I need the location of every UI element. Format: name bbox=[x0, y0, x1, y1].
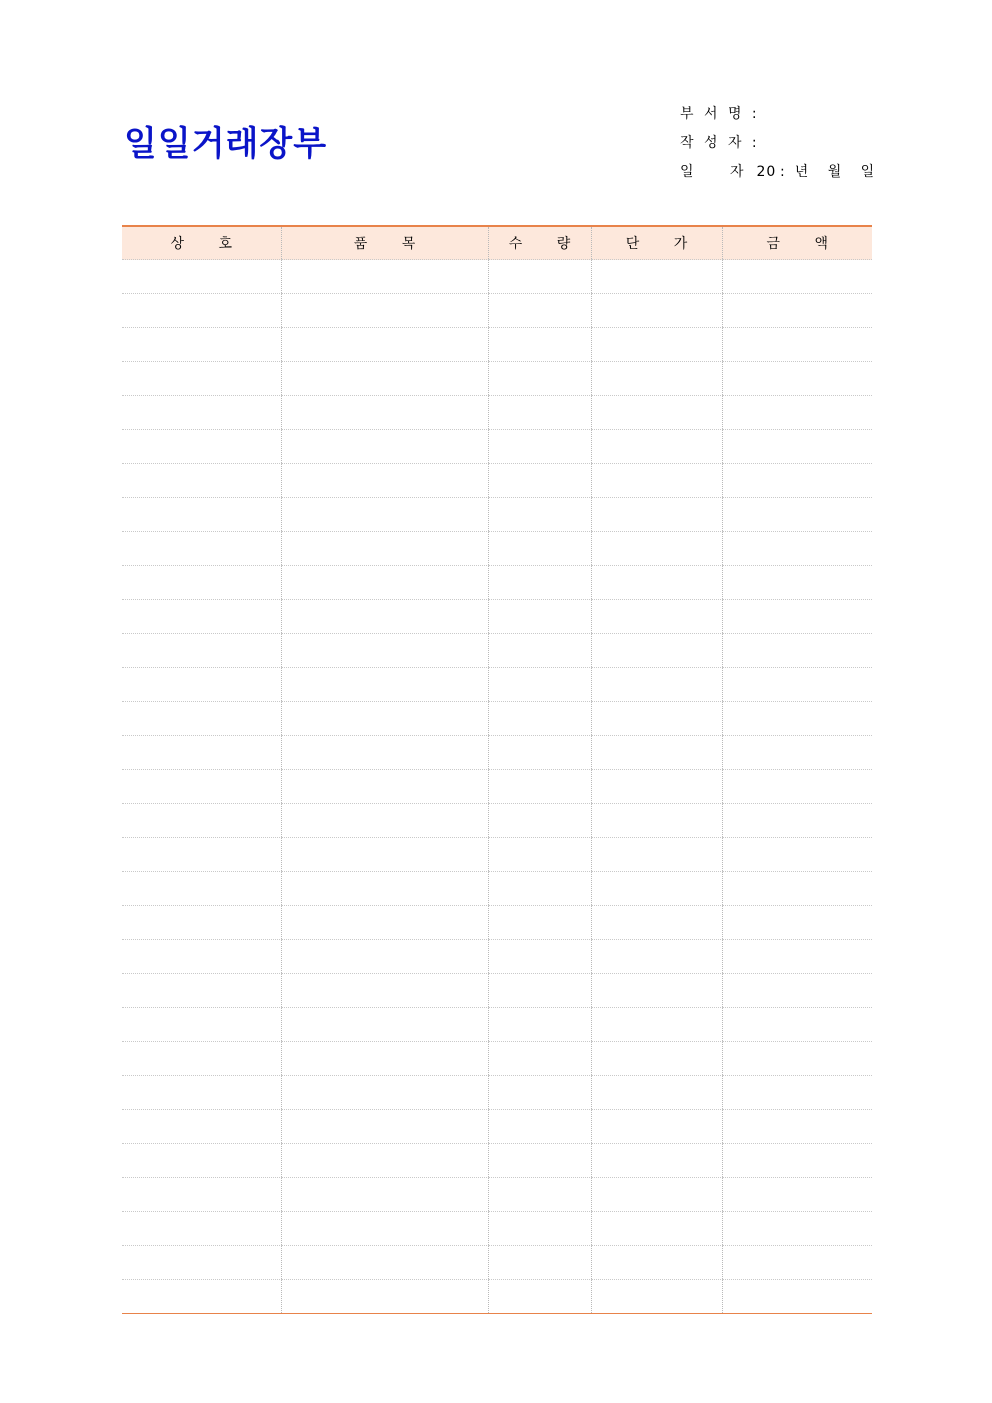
item-cell[interactable] bbox=[281, 668, 488, 702]
quantity-cell[interactable] bbox=[488, 362, 591, 396]
unit-price-cell[interactable] bbox=[591, 770, 722, 804]
item-cell[interactable] bbox=[281, 974, 488, 1008]
amount-cell[interactable] bbox=[722, 1246, 872, 1280]
table-header-row bbox=[122, 226, 872, 260]
unit-price-cell[interactable] bbox=[591, 804, 722, 838]
quantity-cell[interactable] bbox=[488, 464, 591, 498]
amount-cell[interactable] bbox=[722, 464, 872, 498]
table-row bbox=[122, 1110, 872, 1144]
ledger-table bbox=[122, 225, 872, 1314]
quantity-cell[interactable] bbox=[488, 940, 591, 974]
quantity-cell[interactable] bbox=[488, 600, 591, 634]
quantity-cell[interactable] bbox=[488, 1042, 591, 1076]
item-cell[interactable] bbox=[281, 770, 488, 804]
quantity-cell[interactable] bbox=[488, 1212, 591, 1246]
unit-price-cell[interactable] bbox=[591, 1212, 722, 1246]
company-cell[interactable] bbox=[122, 600, 281, 634]
company-cell[interactable] bbox=[122, 328, 281, 362]
company-cell[interactable] bbox=[122, 1076, 281, 1110]
item-cell[interactable] bbox=[281, 702, 488, 736]
unit-price-cell[interactable] bbox=[591, 328, 722, 362]
company-cell[interactable] bbox=[122, 1178, 281, 1212]
table-row bbox=[122, 804, 872, 838]
unit-price-cell[interactable] bbox=[591, 906, 722, 940]
unit-price-cell[interactable] bbox=[591, 430, 722, 464]
company-cell[interactable] bbox=[122, 770, 281, 804]
unit-price-cell[interactable] bbox=[591, 1110, 722, 1144]
quantity-cell[interactable] bbox=[488, 1110, 591, 1144]
amount-cell[interactable] bbox=[722, 702, 872, 736]
table-row bbox=[122, 430, 872, 464]
unit-price-cell[interactable] bbox=[591, 634, 722, 668]
company-cell[interactable] bbox=[122, 566, 281, 600]
amount-cell[interactable] bbox=[722, 294, 872, 328]
amount-cell[interactable] bbox=[722, 872, 872, 906]
quantity-cell[interactable] bbox=[488, 260, 591, 294]
author-label: 작 성 자 : bbox=[680, 135, 760, 151]
company-cell[interactable] bbox=[122, 634, 281, 668]
item-cell[interactable] bbox=[281, 1178, 488, 1212]
item-cell[interactable] bbox=[281, 634, 488, 668]
amount-cell[interactable] bbox=[722, 804, 872, 838]
quantity-cell[interactable] bbox=[488, 974, 591, 1008]
company-cell[interactable] bbox=[122, 736, 281, 770]
unit-price-cell[interactable] bbox=[591, 566, 722, 600]
author-row bbox=[680, 129, 880, 158]
unit-price-cell[interactable] bbox=[591, 1008, 722, 1042]
unit-price-cell[interactable] bbox=[591, 294, 722, 328]
table-row bbox=[122, 906, 872, 940]
company-cell[interactable] bbox=[122, 804, 281, 838]
amount-cell[interactable] bbox=[722, 328, 872, 362]
unit-price-cell[interactable] bbox=[591, 974, 722, 1008]
table-row bbox=[122, 736, 872, 770]
amount-cell[interactable] bbox=[722, 430, 872, 464]
company-cell[interactable] bbox=[122, 872, 281, 906]
company-cell[interactable] bbox=[122, 532, 281, 566]
amount-cell[interactable] bbox=[722, 362, 872, 396]
quantity-cell[interactable] bbox=[488, 702, 591, 736]
amount-cell[interactable] bbox=[722, 668, 872, 702]
date-field[interactable]: 20 년 월 일 bbox=[756, 164, 876, 180]
item-cell[interactable] bbox=[281, 940, 488, 974]
column-header-amount: 금 액 bbox=[722, 226, 872, 260]
quantity-cell[interactable] bbox=[488, 1246, 591, 1280]
quantity-cell[interactable] bbox=[488, 634, 591, 668]
table-row bbox=[122, 498, 872, 532]
amount-cell[interactable] bbox=[722, 1178, 872, 1212]
table-row bbox=[122, 1042, 872, 1076]
quantity-cell[interactable] bbox=[488, 668, 591, 702]
amount-cell[interactable] bbox=[722, 396, 872, 430]
item-cell[interactable] bbox=[281, 1042, 488, 1076]
item-cell[interactable] bbox=[281, 1144, 488, 1178]
table-row bbox=[122, 940, 872, 974]
unit-price-cell[interactable] bbox=[591, 1280, 722, 1314]
amount-cell[interactable] bbox=[722, 1212, 872, 1246]
table-row bbox=[122, 1246, 872, 1280]
company-cell[interactable] bbox=[122, 974, 281, 1008]
item-cell[interactable] bbox=[281, 736, 488, 770]
amount-cell[interactable] bbox=[722, 940, 872, 974]
date-row bbox=[680, 158, 880, 187]
table-row bbox=[122, 294, 872, 328]
unit-price-cell[interactable] bbox=[591, 396, 722, 430]
quantity-cell[interactable] bbox=[488, 566, 591, 600]
company-cell[interactable] bbox=[122, 464, 281, 498]
quantity-cell[interactable] bbox=[488, 1144, 591, 1178]
amount-cell[interactable] bbox=[722, 532, 872, 566]
item-cell[interactable] bbox=[281, 804, 488, 838]
item-cell[interactable] bbox=[281, 1246, 488, 1280]
quantity-cell[interactable] bbox=[488, 1008, 591, 1042]
company-cell[interactable] bbox=[122, 260, 281, 294]
table-row bbox=[122, 1178, 872, 1212]
item-cell[interactable] bbox=[281, 430, 488, 464]
company-cell[interactable] bbox=[122, 702, 281, 736]
unit-price-cell[interactable] bbox=[591, 260, 722, 294]
company-cell[interactable] bbox=[122, 838, 281, 872]
quantity-cell[interactable] bbox=[488, 906, 591, 940]
quantity-cell[interactable] bbox=[488, 396, 591, 430]
company-cell[interactable] bbox=[122, 362, 281, 396]
item-cell[interactable] bbox=[281, 838, 488, 872]
item-cell[interactable] bbox=[281, 1212, 488, 1246]
item-cell[interactable] bbox=[281, 294, 488, 328]
quantity-cell[interactable] bbox=[488, 532, 591, 566]
table-row bbox=[122, 464, 872, 498]
unit-price-cell[interactable] bbox=[591, 702, 722, 736]
amount-cell[interactable] bbox=[722, 1076, 872, 1110]
item-cell[interactable] bbox=[281, 1076, 488, 1110]
unit-price-cell[interactable] bbox=[591, 1178, 722, 1212]
amount-cell[interactable] bbox=[722, 770, 872, 804]
table-row bbox=[122, 1144, 872, 1178]
quantity-cell[interactable] bbox=[488, 498, 591, 532]
unit-price-cell[interactable] bbox=[591, 362, 722, 396]
item-cell[interactable] bbox=[281, 498, 488, 532]
quantity-cell[interactable] bbox=[488, 1280, 591, 1314]
unit-price-cell[interactable] bbox=[591, 1076, 722, 1110]
quantity-cell[interactable] bbox=[488, 1076, 591, 1110]
column-header-item: 품 목 bbox=[281, 226, 488, 260]
company-cell[interactable] bbox=[122, 1110, 281, 1144]
document-info bbox=[680, 100, 880, 187]
amount-cell[interactable] bbox=[722, 1110, 872, 1144]
column-header-company: 상 호 bbox=[122, 226, 281, 260]
amount-cell[interactable] bbox=[722, 566, 872, 600]
item-cell[interactable] bbox=[281, 464, 488, 498]
amount-cell[interactable] bbox=[722, 1144, 872, 1178]
amount-cell[interactable] bbox=[722, 736, 872, 770]
company-cell[interactable] bbox=[122, 1008, 281, 1042]
page-title: 일일거래장부 bbox=[124, 124, 328, 164]
amount-cell[interactable] bbox=[722, 260, 872, 294]
table-row bbox=[122, 1076, 872, 1110]
unit-price-cell[interactable] bbox=[591, 940, 722, 974]
company-cell[interactable] bbox=[122, 1280, 281, 1314]
unit-price-cell[interactable] bbox=[591, 838, 722, 872]
company-cell[interactable] bbox=[122, 940, 281, 974]
unit-price-cell[interactable] bbox=[591, 498, 722, 532]
item-cell[interactable] bbox=[281, 566, 488, 600]
amount-cell[interactable] bbox=[722, 838, 872, 872]
item-cell[interactable] bbox=[281, 600, 488, 634]
item-cell[interactable] bbox=[281, 872, 488, 906]
unit-price-cell[interactable] bbox=[591, 1246, 722, 1280]
table-row bbox=[122, 872, 872, 906]
item-cell[interactable] bbox=[281, 328, 488, 362]
company-cell[interactable] bbox=[122, 668, 281, 702]
company-cell[interactable] bbox=[122, 498, 281, 532]
company-cell[interactable] bbox=[122, 906, 281, 940]
amount-cell[interactable] bbox=[722, 906, 872, 940]
quantity-cell[interactable] bbox=[488, 328, 591, 362]
amount-cell[interactable] bbox=[722, 600, 872, 634]
table-row bbox=[122, 974, 872, 1008]
column-header-unit-price: 단 가 bbox=[591, 226, 722, 260]
item-cell[interactable] bbox=[281, 260, 488, 294]
item-cell[interactable] bbox=[281, 362, 488, 396]
date-label: 일 자 : bbox=[680, 164, 788, 180]
table-row bbox=[122, 260, 872, 294]
table-row bbox=[122, 328, 872, 362]
amount-cell[interactable] bbox=[722, 634, 872, 668]
quantity-cell[interactable] bbox=[488, 1178, 591, 1212]
amount-cell[interactable] bbox=[722, 974, 872, 1008]
table-row bbox=[122, 396, 872, 430]
unit-price-cell[interactable] bbox=[591, 736, 722, 770]
item-cell[interactable] bbox=[281, 1110, 488, 1144]
item-cell[interactable] bbox=[281, 906, 488, 940]
quantity-cell[interactable] bbox=[488, 770, 591, 804]
item-cell[interactable] bbox=[281, 1008, 488, 1042]
table-row bbox=[122, 668, 872, 702]
company-cell[interactable] bbox=[122, 1042, 281, 1076]
company-cell[interactable] bbox=[122, 430, 281, 464]
table-row bbox=[122, 838, 872, 872]
amount-cell[interactable] bbox=[722, 1008, 872, 1042]
unit-price-cell[interactable] bbox=[591, 872, 722, 906]
item-cell[interactable] bbox=[281, 532, 488, 566]
table-row bbox=[122, 532, 872, 566]
unit-price-cell[interactable] bbox=[591, 464, 722, 498]
unit-price-cell[interactable] bbox=[591, 600, 722, 634]
column-header-quantity: 수 량 bbox=[488, 226, 591, 260]
unit-price-cell[interactable] bbox=[591, 1144, 722, 1178]
table-row bbox=[122, 770, 872, 804]
amount-cell[interactable] bbox=[722, 1042, 872, 1076]
table-row bbox=[122, 1212, 872, 1246]
table-row bbox=[122, 1008, 872, 1042]
quantity-cell[interactable] bbox=[488, 804, 591, 838]
company-cell[interactable] bbox=[122, 1246, 281, 1280]
amount-cell[interactable] bbox=[722, 498, 872, 532]
quantity-cell[interactable] bbox=[488, 838, 591, 872]
table-row bbox=[122, 600, 872, 634]
table-row bbox=[122, 702, 872, 736]
quantity-cell[interactable] bbox=[488, 294, 591, 328]
table-row bbox=[122, 634, 872, 668]
item-cell[interactable] bbox=[281, 396, 488, 430]
unit-price-cell[interactable] bbox=[591, 532, 722, 566]
company-cell[interactable] bbox=[122, 294, 281, 328]
department-label: 부 서 명 : bbox=[680, 106, 760, 122]
item-cell[interactable] bbox=[281, 1280, 488, 1314]
quantity-cell[interactable] bbox=[488, 430, 591, 464]
company-cell[interactable] bbox=[122, 396, 281, 430]
table-row bbox=[122, 566, 872, 600]
company-cell[interactable] bbox=[122, 1144, 281, 1178]
unit-price-cell[interactable] bbox=[591, 668, 722, 702]
quantity-cell[interactable] bbox=[488, 736, 591, 770]
amount-cell[interactable] bbox=[722, 1280, 872, 1314]
department-row bbox=[680, 100, 880, 129]
quantity-cell[interactable] bbox=[488, 872, 591, 906]
table-row bbox=[122, 1280, 872, 1314]
company-cell[interactable] bbox=[122, 1212, 281, 1246]
ledger-body bbox=[122, 260, 872, 1314]
unit-price-cell[interactable] bbox=[591, 1042, 722, 1076]
table-row bbox=[122, 362, 872, 396]
